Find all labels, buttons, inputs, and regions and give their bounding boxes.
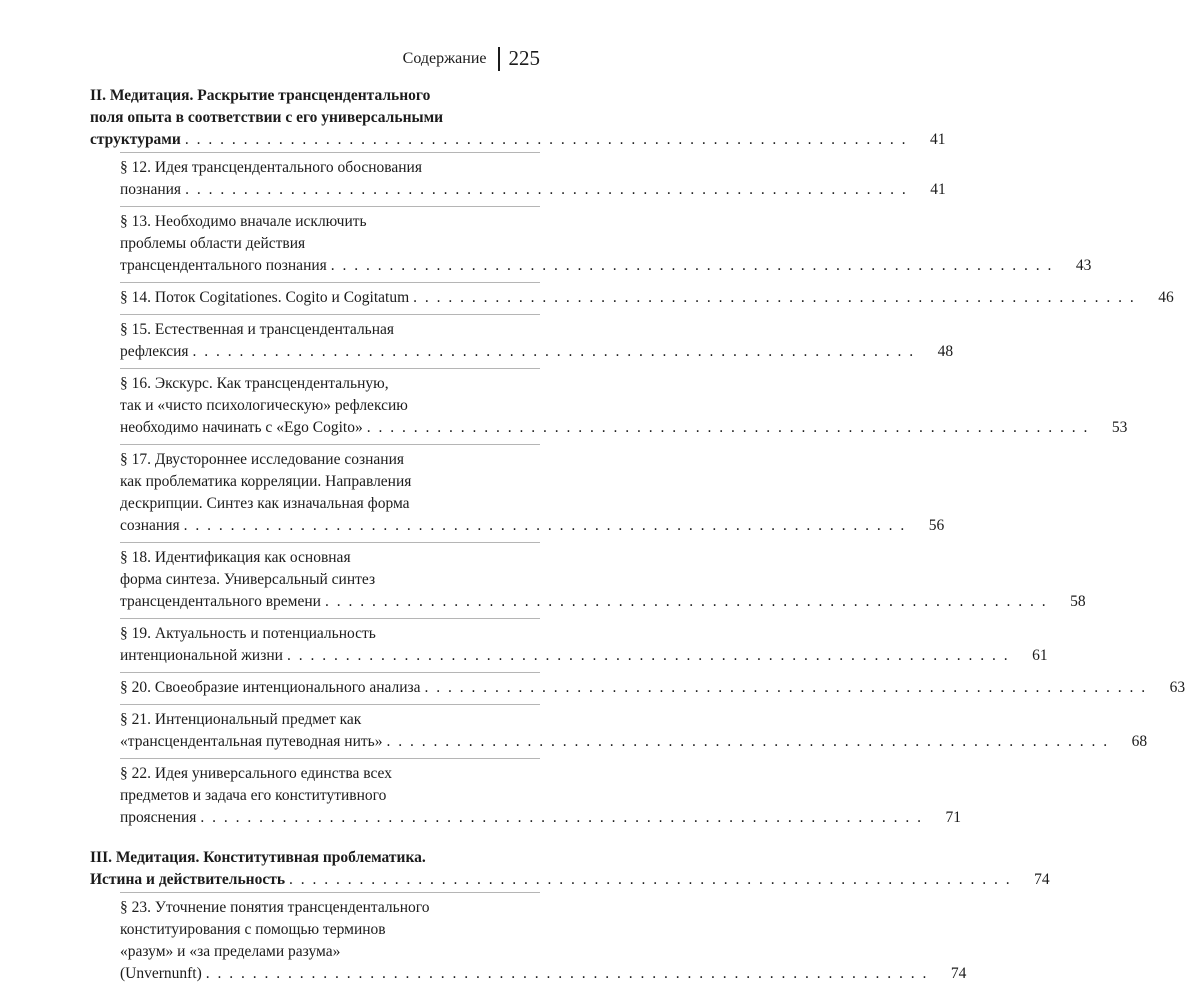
section-heading-line: III. Медитация. Конститутивная проблематика. — [90, 849, 426, 866]
toc-section — [90, 85, 1185, 833]
toc-entry-text: § 20. Своеобразие интенционального анализа — [120, 679, 421, 696]
table-of-contents — [90, 85, 1185, 1003]
toc-entry-line: конституирования с помощью терминов — [120, 921, 386, 938]
toc-entry-page: 56 — [928, 517, 945, 534]
toc-entry — [120, 284, 1174, 313]
toc-entry-line: «разум» и «за пределами разума» — [120, 943, 341, 960]
toc-entry — [120, 316, 954, 367]
toc-entry-page: 46 — [1158, 289, 1174, 306]
toc-entry-last-line — [120, 179, 946, 201]
toc-entry-line: предметов и задача его конститутивного — [120, 787, 387, 804]
section-heading — [90, 847, 1050, 891]
toc-entry-last-line — [120, 591, 1086, 613]
dot-leader: . . . . . . . . . . . . . . . . . . . . . . . . . . . . . . . . . . . . . . . . . . . . . . . . . . . . . . . . . . . . . . — [286, 647, 1010, 664]
toc-entry-line: форма синтеза. Универсальный синтез — [120, 571, 376, 588]
entry-divider — [120, 618, 540, 619]
running-head-label: Содержание — [402, 49, 487, 67]
entry-divider — [120, 314, 540, 315]
toc-entry-page: 71 — [945, 809, 962, 826]
toc-entry — [120, 446, 945, 541]
toc-entry-line: § 16. Экскурс. Как трансцендентальную, — [120, 375, 389, 392]
entry-divider — [120, 444, 540, 445]
toc-entry-page: 61 — [1032, 647, 1048, 664]
dot-leader: . . . . . . . . . . . . . . . . . . . . . . . . . . . . . . . . . . . . . . . . . . . . . . . . . . . . . . . . . . . . . . — [366, 419, 1090, 436]
toc-entry-page: 53 — [1111, 419, 1128, 436]
entry-divider — [120, 758, 540, 759]
toc-entry-text: трансцендентального познания — [120, 257, 327, 274]
toc-entry-line: § 15. Естественная и трансцендентальная — [120, 321, 395, 338]
toc-entry-last-line — [120, 417, 1128, 439]
entry-divider — [120, 542, 540, 543]
section-heading-last-line — [90, 869, 1050, 891]
toc-entry — [120, 706, 1148, 757]
toc-entry-line: § 18. Идентификация как основная — [120, 549, 351, 566]
toc-entry-page: 74 — [950, 965, 967, 982]
section-heading-line: II. Медитация. Раскрытие трансцендентального — [90, 87, 431, 104]
section-heading — [90, 85, 946, 151]
toc-entry-page: 58 — [1070, 593, 1086, 610]
toc-entry-text: необходимо начинать с «Ego Cogito» — [120, 419, 363, 436]
running-head — [403, 46, 540, 71]
dot-leader: . . . . . . . . . . . . . . . . . . . . . . . . . . . . . . . . . . . . . . . . . . . . . . . . . . . . . . . . . . . . . . — [424, 679, 1148, 696]
toc-entry-last-line — [120, 963, 967, 985]
toc-entry-page: 41 — [930, 181, 946, 198]
dot-leader: . . . . . . . . . . . . . . . . . . . . . . . . . . . . . . . . . . . . . . . . . . . . . . . . . . . . . . . . . . . . . . — [289, 871, 1012, 888]
toc-entry-line: проблемы области действия — [120, 235, 306, 252]
dot-leader: . . . . . . . . . . . . . . . . . . . . . . . . . . . . . . . . . . . . . . . . . . . . . . . . . . . . . . . . . . . . . . — [183, 517, 907, 534]
dot-leader: . . . . . . . . . . . . . . . . . . . . . . . . . . . . . . . . . . . . . . . . . . . . . . . . . . . . . . . . . . . . . . — [184, 131, 908, 148]
dot-leader: . . . . . . . . . . . . . . . . . . . . . . . . . . . . . . . . . . . . . . . . . . . . . . . . . . . . . . . . . . . . . . — [330, 257, 1054, 274]
toc-entry — [120, 370, 1128, 443]
section-heading-page: 74 — [1034, 871, 1050, 888]
toc-entry — [120, 674, 1185, 703]
toc-entry — [120, 760, 962, 833]
dot-leader: . . . . . . . . . . . . . . . . . . . . . . . . . . . . . . . . . . . . . . . . . . . . . . . . . . . . . . . . . . . . . . — [192, 343, 916, 360]
toc-entry-last-line — [120, 515, 945, 537]
section-heading-text: Истина и действительность — [90, 871, 286, 888]
toc-entry — [120, 154, 946, 205]
toc-entry-line: § 19. Актуальность и потенциальность — [120, 625, 376, 642]
section-heading-last-line — [90, 129, 946, 151]
entry-divider — [120, 368, 540, 369]
toc-entry-text: прояснения — [120, 809, 197, 826]
entry-list — [90, 154, 1185, 833]
toc-section — [90, 847, 1050, 989]
toc-entry-last-line — [120, 677, 1185, 699]
toc-entry-line: § 17. Двустороннее исследование сознания — [120, 451, 404, 468]
toc-entry-last-line — [120, 807, 962, 829]
section-heading-text: структурами — [90, 131, 181, 148]
toc-entry-text: «трансцендентальная путеводная нить» — [120, 733, 383, 750]
toc-entry — [120, 544, 1086, 617]
toc-entry-text: (Unvernunft) — [120, 965, 202, 982]
toc-entry-line: § 23. Уточнение понятия трансцендентального — [120, 899, 430, 916]
toc-entry-page: 48 — [937, 343, 954, 360]
running-head-divider — [498, 47, 500, 71]
toc-entry-page: 43 — [1075, 257, 1092, 274]
toc-entry — [120, 894, 967, 989]
entry-divider — [120, 152, 540, 153]
toc-entry-last-line — [120, 341, 954, 363]
toc-entry-last-line — [120, 645, 1048, 667]
toc-entry-last-line — [120, 255, 1092, 277]
dot-leader: . . . . . . . . . . . . . . . . . . . . . . . . . . . . . . . . . . . . . . . . . . . . . . . . . . . . . . . . . . . . . . — [386, 733, 1110, 750]
toc-entry-text: сознания — [120, 517, 180, 534]
toc-entry-line: § 22. Идея универсального единства всех — [120, 765, 392, 782]
toc-entry-text: интенциональной жизни — [120, 647, 283, 664]
section-heading-line: поля опыта в соответствии с его универсальными — [90, 109, 444, 126]
toc-entry-page: 63 — [1169, 679, 1185, 696]
section-heading-page: 41 — [929, 131, 946, 148]
toc-entry-page: 68 — [1131, 733, 1148, 750]
entry-divider — [120, 282, 540, 283]
dot-leader: . . . . . . . . . . . . . . . . . . . . . . . . . . . . . . . . . . . . . . . . . . . . . . . . . . . . . . . . . . . . . . — [413, 289, 1136, 306]
dot-leader: . . . . . . . . . . . . . . . . . . . . . . . . . . . . . . . . . . . . . . . . . . . . . . . . . . . . . . . . . . . . . . — [200, 809, 924, 826]
toc-entry — [120, 208, 1092, 281]
dot-leader: . . . . . . . . . . . . . . . . . . . . . . . . . . . . . . . . . . . . . . . . . . . . . . . . . . . . . . . . . . . . . . — [324, 593, 1048, 610]
toc-entry-text: познания — [120, 181, 182, 198]
dot-leader: . . . . . . . . . . . . . . . . . . . . . . . . . . . . . . . . . . . . . . . . . . . . . . . . . . . . . . . . . . . . . . — [205, 965, 929, 982]
entry-divider — [120, 672, 540, 673]
entry-divider — [120, 704, 540, 705]
toc-entry-last-line — [120, 731, 1148, 753]
toc-entry-text: рефлексия — [120, 343, 189, 360]
dot-leader: . . . . . . . . . . . . . . . . . . . . . . . . . . . . . . . . . . . . . . . . . . . . . . . . . . . . . . . . . . . . . . — [185, 181, 908, 198]
toc-entry-line: § 21. Интенциональный предмет как — [120, 711, 362, 728]
toc-entry-text: § 14. Поток Cogitationes. Cogito и Cogitatum — [120, 289, 410, 306]
toc-entry-line: дескрипции. Синтез как изначальная форма — [120, 495, 410, 512]
entry-divider — [120, 892, 540, 893]
page-number: 225 — [508, 46, 540, 70]
toc-entry-line: как проблематика корреляции. Направления — [120, 473, 412, 490]
toc-entry-last-line — [120, 287, 1174, 309]
toc-entry — [120, 620, 1048, 671]
entry-list — [90, 894, 967, 989]
toc-entry-line: так и «чисто психологическую» рефлексию — [120, 397, 408, 414]
toc-entry-line: § 12. Идея трансцендентального обоснования — [120, 159, 422, 176]
entry-divider — [120, 206, 540, 207]
toc-entry-line: § 13. Необходимо вначале исключить — [120, 213, 367, 230]
toc-entry-text: трансцендентального времени — [120, 593, 321, 610]
